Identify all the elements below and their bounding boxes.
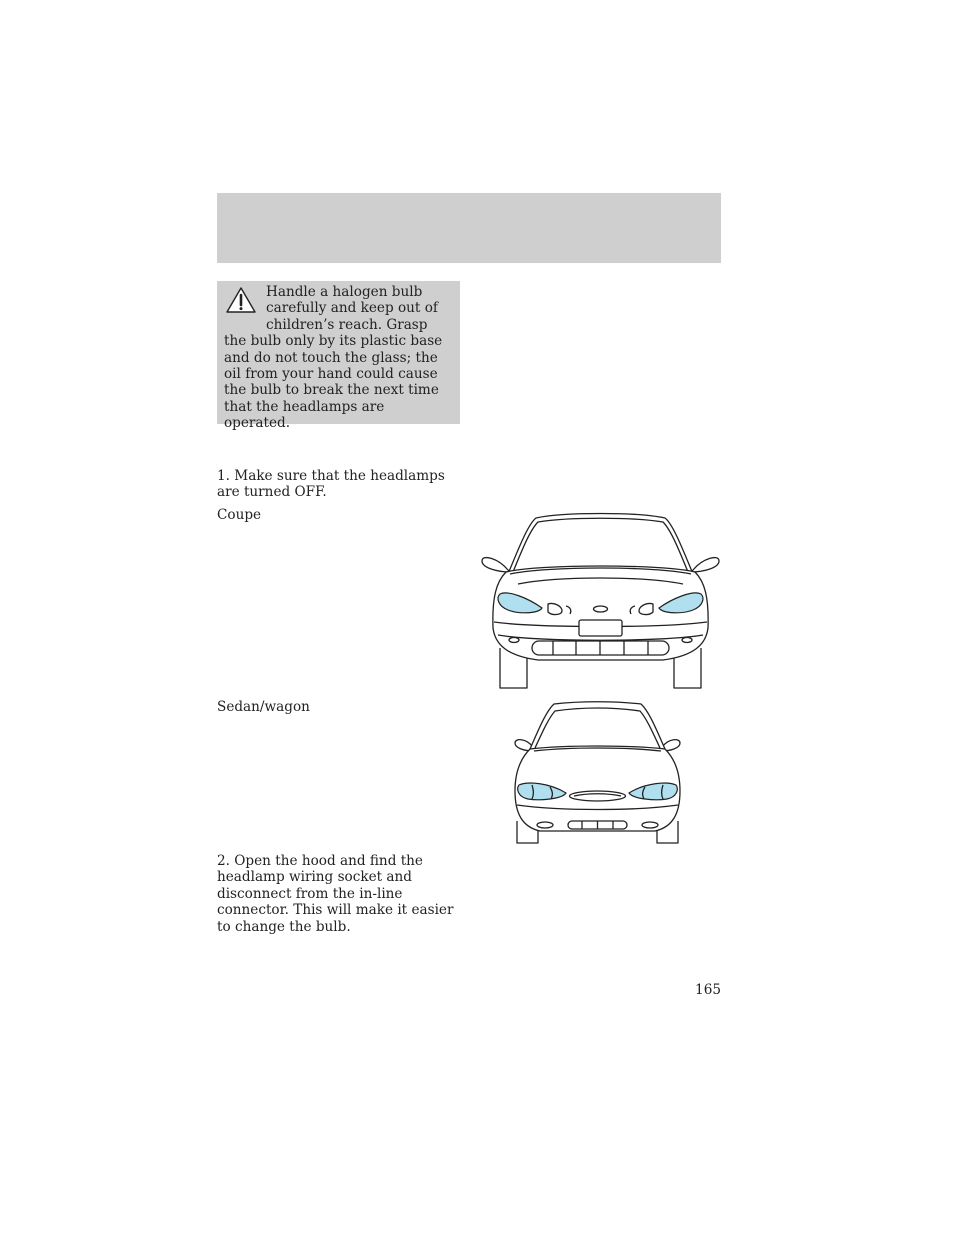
sedan-wagon-label: Sedan/wagon <box>217 699 310 715</box>
coupe-logo <box>594 606 608 612</box>
coupe-right-foglamp <box>682 638 692 643</box>
warning-text-block <box>224 284 452 432</box>
warning-text: Handle a halogen bulb carefully and keep out of children’s reach. Grasp the bulb only by its plastic base and do not touch the glass; the oil from your hand could cause the bulb to break the next time that the headlamps are operated. <box>224 284 443 432</box>
sedan-grille <box>570 791 626 801</box>
page-number: 165 <box>695 982 721 998</box>
sedan-left-foglamp <box>537 822 553 828</box>
coupe-right-mirror <box>691 558 719 572</box>
step-2-text: 2. Open the hood and find the headlamp wiring socket and disconnect from the in-line connector. This will make it easier to change the bulb. <box>217 853 454 935</box>
coupe-front-illustration <box>478 510 723 692</box>
sedan-wagon-front-illustration <box>510 701 685 847</box>
section-header-band <box>217 193 721 263</box>
step-1-text: 1. Make sure that the headlamps are turned OFF. <box>217 468 445 501</box>
sedan-right-foglamp <box>642 822 658 828</box>
coupe-left-mirror <box>482 558 510 572</box>
warning-box <box>217 281 460 432</box>
coupe-left-foglamp <box>509 638 519 643</box>
sedan-roof <box>530 702 665 749</box>
coupe-roof <box>508 514 693 575</box>
coupe-license-plate <box>579 620 622 636</box>
coupe-label: Coupe <box>217 507 262 523</box>
